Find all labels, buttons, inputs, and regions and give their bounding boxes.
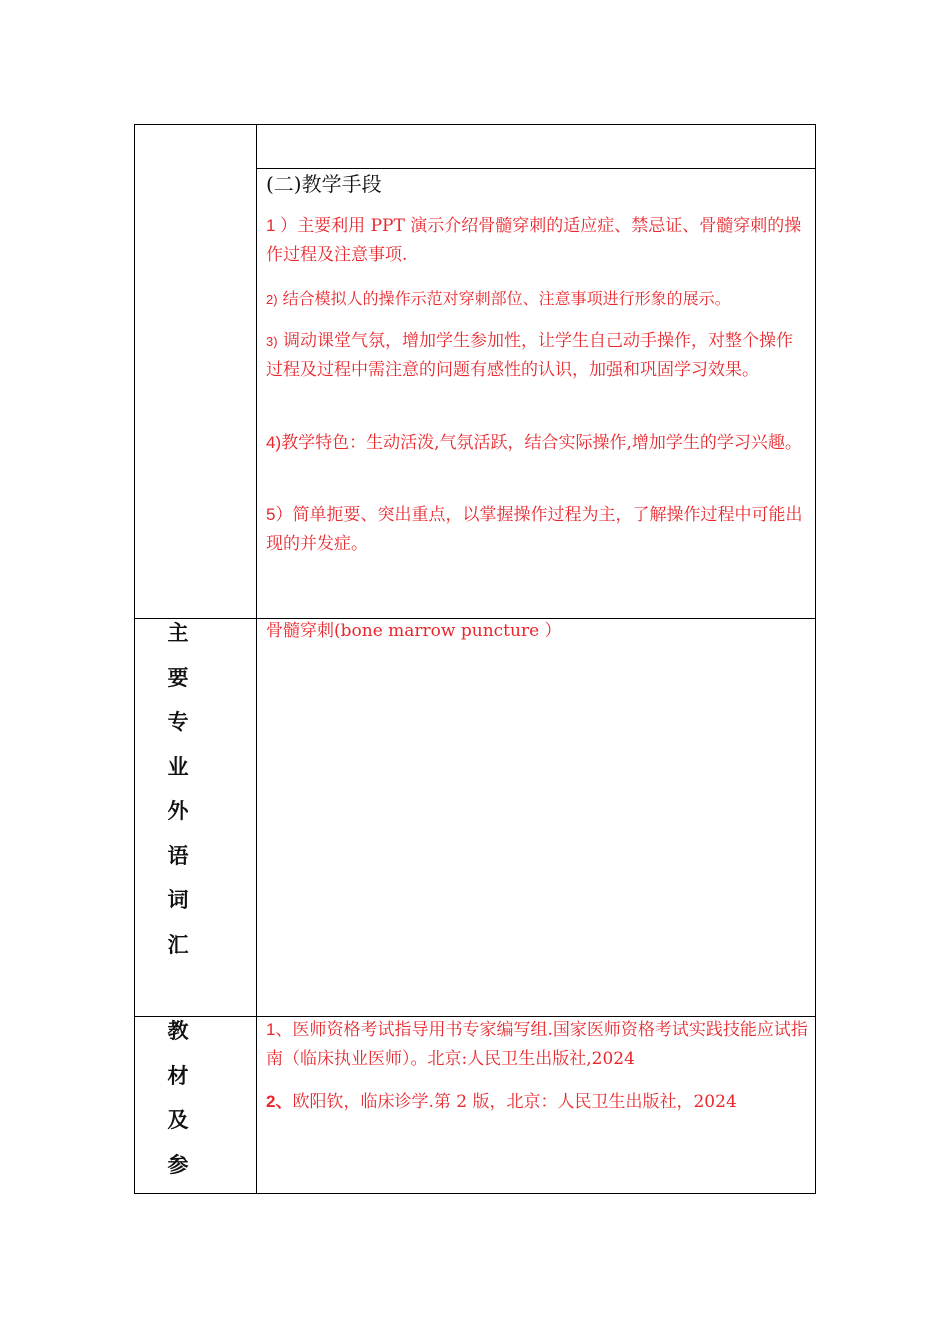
table-border-right bbox=[815, 124, 816, 1194]
item-text: 简单扼要、突出重点，以掌握操作过程为主，了解操作过程中可能出现的并发症。 bbox=[266, 505, 803, 554]
label-char: 汇 bbox=[167, 932, 189, 957]
label-char: 词 bbox=[167, 888, 189, 912]
label-char: 业 bbox=[167, 754, 189, 779]
vocabulary-term: 骨髓穿刺(bone marrow puncture ） bbox=[266, 621, 562, 641]
reference-item-2 bbox=[266, 1087, 808, 1117]
item-text: 结合模拟人的操作示范对穿刺部位、注意事项进行形象的展示。 bbox=[277, 289, 731, 308]
column-divider bbox=[256, 124, 257, 1194]
vocabulary-label bbox=[166, 620, 190, 976]
references-label bbox=[166, 1018, 190, 1196]
method-item-4 bbox=[266, 428, 808, 458]
table-border-bottom bbox=[134, 1193, 816, 1194]
label-char: 及 bbox=[167, 1108, 189, 1132]
label-char: 专 bbox=[167, 710, 189, 734]
label-char: 外 bbox=[167, 799, 189, 823]
item-number: 5） bbox=[266, 505, 293, 524]
label-char: 主 bbox=[167, 621, 189, 645]
item-text: 主要利用 PPT 演示介绍骨髓穿刺的适应症、禁忌证、骨髓穿刺的操作过程及注意事项. bbox=[266, 216, 802, 265]
ref-text: 医师资格考试指导用书专家编写组.国家医师资格考试实践技能应试指南（临床执业医师）。北京:人民卫生出版社,2024 bbox=[266, 1020, 808, 1069]
item-number: 3) bbox=[266, 334, 278, 349]
vocabulary-content bbox=[266, 617, 808, 646]
item-text: 教学特色：生动活泼,气氛活跃，结合实际操作,增加学生的学习兴趣。 bbox=[281, 433, 802, 453]
item-text: 调动课堂气氛，增加学生参加性，让学生自己动手操作，对整个操作过程及过程中需注意的问题有感性的认识，加强和巩固学习效果。 bbox=[266, 331, 793, 380]
method-item-3 bbox=[266, 327, 808, 385]
label-char: 参 bbox=[167, 1152, 189, 1177]
method-item-2 bbox=[266, 284, 808, 314]
item-number: 2) bbox=[266, 292, 278, 307]
ref-number: 1、 bbox=[266, 1020, 293, 1039]
method-item-5 bbox=[266, 500, 808, 559]
item-number: 4) bbox=[266, 433, 282, 452]
item-number: 1 ） bbox=[266, 216, 298, 235]
section-heading: (二)教学手段 bbox=[266, 172, 382, 196]
method-item-1 bbox=[266, 211, 808, 270]
table-border-left bbox=[134, 124, 135, 1194]
reference-item-1 bbox=[266, 1015, 808, 1074]
ref-text: 欧阳钦，临床诊学.第 2 版，北京：人民卫生出版社，2024 bbox=[292, 1092, 737, 1112]
label-char: 语 bbox=[167, 843, 189, 868]
label-char: 材 bbox=[167, 1063, 189, 1088]
label-char: 教 bbox=[167, 1019, 189, 1043]
ref-number: 2、 bbox=[266, 1092, 293, 1111]
table-border-top bbox=[134, 124, 816, 125]
label-char: 要 bbox=[167, 665, 189, 690]
